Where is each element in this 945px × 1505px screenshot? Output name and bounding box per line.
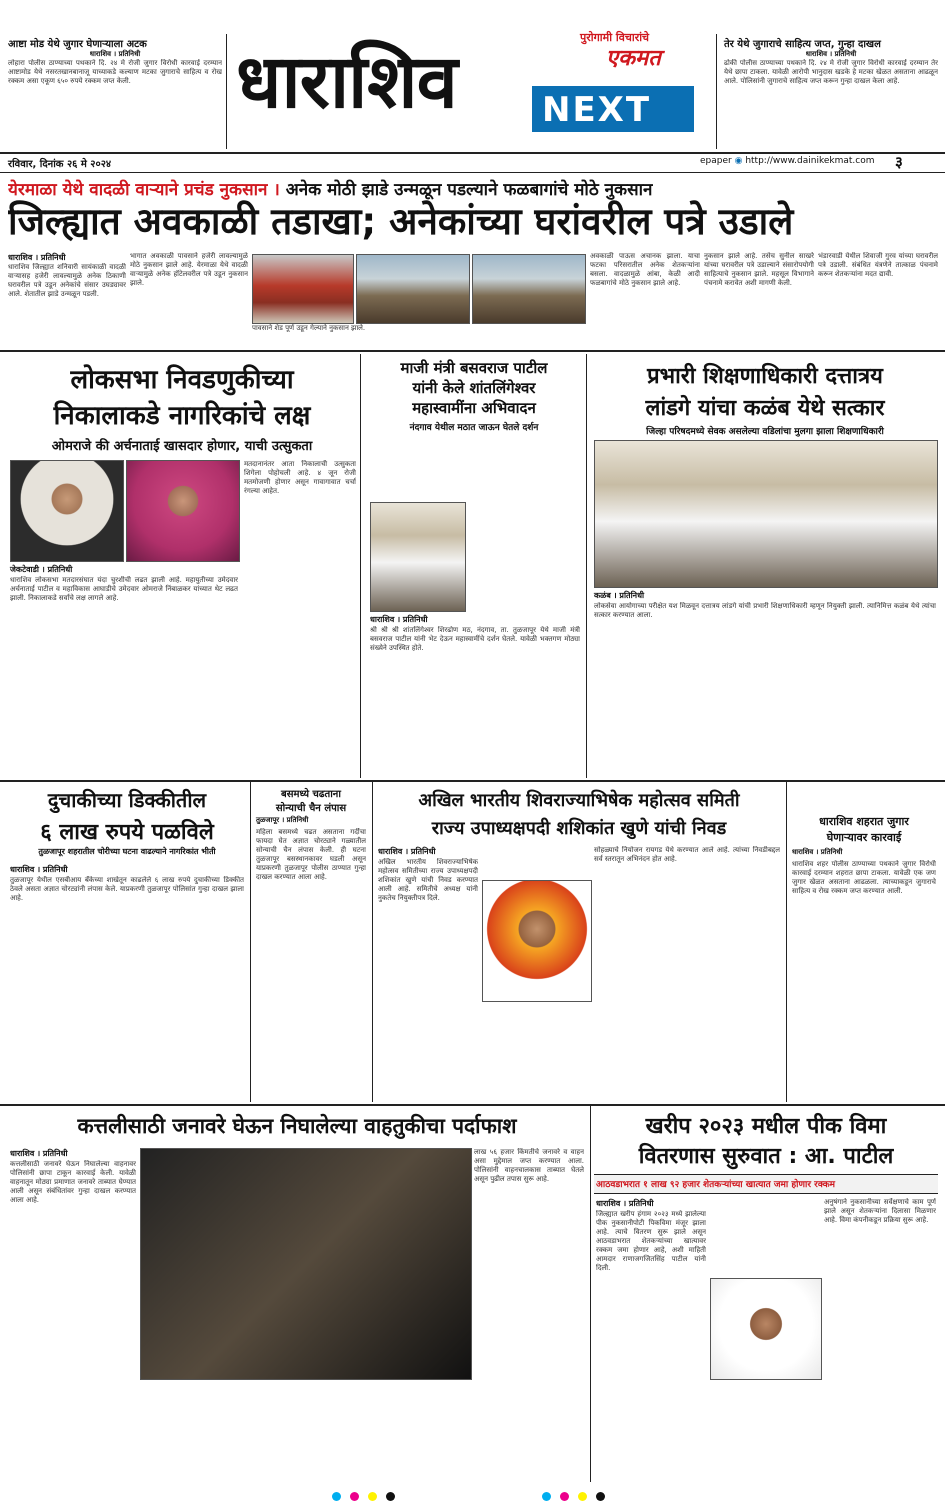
lead-col-2 [130,252,248,346]
dikki-subhead: तुळजापूर शहरातील चोरीच्या घटना वाढल्याने नागरिकांत भीती [38,847,216,856]
shikshan-body: लोकसेवा आयोगाच्या परीक्षेत यश मिळवून दत्तात्रय लांडगे यांची प्रभारी शिक्षणाधिकारी म्हणून नियुक्ती झाली. त्यानिमित्त कळंब येथे त्यांचा सत्कार करण्यात आला. [594,602,936,619]
loksabha-headline-1: लोकसभा निवडणुकीच्या [70,365,294,395]
shikshan-headline-1: प्रभारी शिक्षणाधिकारी दत्तात्रय [647,364,883,389]
shivrajya-body: अखिल भारतीय शिवराज्याभिषेक महोत्सव समितीच्या राज्य उपाध्यक्षपदी शशिकांत खुणे यांची निवड करण्यात आली आहे. समितीचे अध्यक्ष यांनी नुकतेच नियुक्तीपत्र दिले. [378,858,478,902]
mantri-story [366,356,582,776]
registration-marks-right [540,1486,607,1505]
pikvima-headline-1: खरीप २०२३ मधील पीक विमा [645,1114,887,1139]
dikki-body: तुळजापूर येथील एसबीआय बँकेच्या शाखेतून काढलेले ६ लाख रुपये दुचाकीच्या डिक्कीत ठेवले असता अज्ञात चोरट्यांनी लंपास केले. याप्रकरणी तुळजापूर पोलिसांत गुन्हा दाखल झाला आहे. [10,876,244,902]
registration-marks [330,1486,397,1505]
shikshan-photo [594,440,938,588]
mantri-subhead: नंदगाव येथील मठात जाऊन घेतले दर्शन [409,423,539,433]
website-link[interactable]: http://www.dainikekmat.com [745,156,875,166]
lead-body-3: अवकाळी पाऊस अचानक झाला. याचा फटका परिसरातील अनेक शेतकऱ्यांना बसला. वादळामुळे आंबा, केळी आदी फळबागांचे मोठे नुकसान झाले आहे. [590,252,700,287]
katal-story [8,1108,586,1480]
lead-kicker-red: येरमाळा येथे वादळी वाऱ्याने प्रचंड नुकसान । [8,180,280,200]
jugar-headline-2: घेणाऱ्यावर कारवाई [826,831,902,844]
mantri-photo [370,502,466,612]
lead-body-2: भागात अवकाळी पावसाने हजेरी लावल्यामुळे मोठे नुकसान झाले आहे. येरमाळा येथे वादळी वाऱ्यामुळे अनेक हॉटेलवरील पत्रे उडून नुकसान झाले. [130,252,248,287]
right-top-byline: धाराशिव । प्रतिनिधी [805,50,857,58]
pikvima-subhead: आठवडाभरात १ लाख ९२ हजार शेतकऱ्यांच्या खात्यात जमा होणार रक्कम [596,1180,836,1190]
right-top-headline: तेर येथे जुगाराचे साहित्य जप्त, गुन्हा दाखल [724,39,881,50]
masthead-brand: एकमत [606,46,661,71]
pikvima-story [594,1108,938,1480]
mantri-byline: धाराशिव । प्रतिनिधी [370,615,428,624]
left-top-byline: धाराशिव । प्रतिनिधी [89,50,141,58]
page-number: ३ [895,153,903,171]
mantri-headline-1: माजी मंत्री बसवराज पाटील [400,359,548,377]
left-top-headline: आष्टा मोड येथे जुगार घेणाऱ्याला अटक [8,39,147,50]
katal-byline: धाराशिव । प्रतिनिधी [10,1149,68,1158]
loksabha-headline-2: निकालाकडे नागरिकांचे लक्ष [53,401,311,431]
reg-mark-magenta [350,1492,359,1501]
shivrajya-story [376,784,782,1100]
pikvima-body: जिल्ह्यात खरीप हंगाम २०२३ मध्ये झालेल्या पीक नुकसानीपोटी पिकविमा मंजूर झाला आहे. त्याचे वितरण सुरू झाले असून आठवडाभरात शेतकऱ्यांच्या खात्यावर रक्कम जमा होणार आहे, अशी माहिती आमदार राणाजगजितसिंह पाटील यांनी दिली. [596,1210,706,1272]
dikki-headline-1: दुचाकीच्या डिक्कीतील [47,788,207,812]
masthead-next [532,86,694,132]
epaper-label [700,156,874,166]
chain-headline-2: सोन्याची चैन लंपास [275,803,347,814]
dikki-headline-2: ६ लाख रुपये पळविले [40,820,214,845]
lead-kicker-black: अनेक मोठी झाडे उन्मळून पडल्याने फळबागांचे मोठे नुकसान [285,180,653,200]
chain-headline-1: बसमध्ये चढताना [281,789,341,800]
jugar-body: धाराशिव शहर पोलीस ठाण्याच्या पथकाने जुगार विरोधी कारवाई दरम्यान शहरात छापा टाकला. यावेळी एक जण जुगार खेळत असताना आढळला. त्याच्याकडून जुगाराचे साहित्य व रोख रक्कम जप्त करण्यात आली. [792,860,936,895]
pikvima-subhead-bar [594,1174,938,1194]
loksabha-byline: जेकटेवाडी । प्रतिनिधी [10,565,73,574]
loksabha-body: धाराशिव लोकसभा मतदारसंघात यंदा चुरशीची लढत झाली आहे. महायुतीच्या उमेदवार अर्चनाताई पाटील व महाविकास आघाडीचे उमेदवार ओमराजे निंबाळकर यांच्यात थेट लढत झाली. निकालाकडे सर्वांचे लक्ष लागले आहे. [10,576,238,602]
lead-body-1: धाराशिव जिल्ह्यात शनिवारी सायंकाळी वादळी वाऱ्यासह हजेरी लावल्यामुळे अनेक ठिकाणी घरावरील पत्रे उडून अनेकांचे संसार उघड्यावर आले. शेतातील झाडे उन्मळून पडली. [8,263,126,298]
pikvima-byline: धाराशिव । प्रतिनिधी [596,1199,654,1208]
reg-mark-cyan-2 [542,1492,551,1501]
shivrajya-headline-1: अखिल भारतीय शिवराज्याभिषेक महोत्सव समिती [418,790,740,811]
lead-body-5: भंडारवाडी येथील शिवाजी गुरव यांच्या घरावरील पत्रे उडाली. संबंधित यंत्रणेने तात्काळ पंचनामे करून शेतकऱ्यांना मदत द्यावी. [818,252,938,278]
loksabha-story [8,356,356,776]
left-top-story [8,36,222,146]
shikshan-subhead: जिल्हा परिषदमध्ये सेवक असलेल्या वडिलांचा मुलगा झाला शिक्षणाधिकारी [646,427,884,437]
lead-byline: धाराशिव । प्रतिनिधी [8,253,66,262]
shivrajya-photo [482,880,592,1002]
lead-photo-hall [252,254,354,324]
date-line: रविवार, दिनांक २६ मे २०२४ [8,159,112,170]
shikshan-headline-2: लांडगे यांचा कळंब येथे सत्कार [645,396,885,421]
jugar-headline-1: धाराशिव शहरात जुगार [819,815,909,828]
lead-col-5 [818,252,938,346]
shivrajya-headline-2: राज्य उपाध्यक्षपदी शशिकांत खुणे यांची निवड [431,818,727,839]
pikvima-photo [710,1278,822,1380]
masthead-tagline: पुरोगामी विचारांचे [580,31,650,44]
right-top-story [724,36,938,146]
loksabha-photo-archana [126,460,240,562]
lead-photo-roof [472,254,586,324]
globe-icon: ◉ [734,156,743,166]
lead-body-4: नुकसान झाले आहे. तसेच सुनील साखरे यांच्या घरावरील पत्रे उडाल्याने संसारोपयोगी साहित्याचे नुकसान झाले. महसूल विभागाने पंचनामे करावेत अशी मागणी केली. [704,252,814,287]
chain-byline: तुळजापूर । प्रतिनिधी [256,816,309,824]
masthead-title: धाराशिव [236,39,457,125]
loksabha-photo-omraje [10,460,124,562]
katal-body: कत्तलीसाठी जनावरे घेऊन निघालेल्या वाहनावर पोलिसांनी छापा टाकून कारवाई केली. यावेळी वाहनातून मोठ्या प्रमाणात जनावरे ताब्यात घेण्यात आली असून संबंधितांवर गुन्हा दाखल करण्यात आला आहे. [10,1160,136,1204]
lead-caption: पावसाने शेड पूर्ण उडून गेल्याने नुकसान झाले. [252,324,366,332]
katal-headline: कत्तलीसाठी जनावरे घेऊन निघालेल्या वाहतुकीचा पर्दाफाश [77,1114,517,1138]
loksabha-subhead: ओमराजे की अर्चनाताई खासदार होणार, याची उत्सुकता [51,439,313,454]
epaper-text: epaper [700,156,732,166]
jugar-story [790,784,938,1100]
dikki-byline: धाराशिव । प्रतिनिधी [10,865,68,874]
loksabha-body-2: मतदानानंतर आता निकालाची उत्सुकता शिगेला पोहोचली आहे. ४ जून रोजी मतमोजणी होणार असून गावागावात चर्चा रंगल्या आहेत. [244,460,356,495]
right-top-body: ढोकी पोलीस ठाण्याच्या पथकाने दि. २४ मे रोजी जुगार विरोधी कारवाई दरम्यान तेर येथे छापा टाकला. यावेळी आरोपी भानुदास खडके हे मटका खेळत असताना आढळून आले. पोलिसांनी जुगाराचे साहित्य जप्त करून गुन्हा दाखल केला आहे. [724,59,938,85]
reg-mark-black-2 [596,1492,605,1501]
dikki-story [8,784,246,1100]
lead-col-4 [704,252,814,346]
shikshan-story [592,356,938,776]
reg-mark-black [386,1492,395,1501]
reg-mark-yellow [368,1492,377,1501]
shikshan-byline: कळंब । प्रतिनिधी [594,591,645,600]
masthead-next-text: NEXT [542,90,652,130]
chain-story [254,784,368,1100]
pikvima-body-2: अनुषंगाने नुकसानीच्या सर्वेक्षणाचे काम पूर्ण झाले असून शेतकऱ्यांना दिलासा मिळणार आहे. विमा कंपनीकडून प्रक्रिया सुरू आहे. [824,1198,936,1224]
lead-col-3 [590,252,700,346]
shivrajya-byline: धाराशिव । प्रतिनिधी [378,847,436,856]
mantri-body: श्री श्री श्री शांतलिंगेश्वर शिरढोण मठ, नंदगाव, ता. तुळजापूर येथे माजी मंत्री बसवराज पाटील यांनी भेट देऊन महास्वामींचे दर्शन घेतले. यावेळी भक्तगण मोठ्या संख्येने उपस्थित होते. [370,626,580,652]
mantri-headline-3: महास्वामींना अभिवादन [412,399,536,417]
lead-headline: जिल्ह्यात अवकाळी तडाखा; अनेकांच्या घरांवरील पत्रे उडाले [8,200,794,243]
pikvima-headline-2: वितरणास सुरुवात : आ. पाटील [638,1144,894,1169]
shivrajya-body-2: सोहळ्याचे नियोजन रायगड येथे करण्यात आले आहे. त्यांच्या निवडीबद्दल सर्व स्तरातून अभिनंदन होत आहे. [594,846,780,863]
reg-mark-cyan [332,1492,341,1501]
katal-photo [140,1148,472,1380]
lead-col-1 [8,252,126,346]
reg-mark-yellow-2 [578,1492,587,1501]
jugar-byline: धाराशिव । प्रतिनिधी [792,848,843,856]
left-top-body: लोहारा पोलीस ठाण्याच्या पथकाने दि. २४ मे रोजी जुगार विरोधी कारवाई दरम्यान आष्टामोड येथे नसरतखानबानाजू याच्याकडे कल्याण मटका जुगाराचे साहित्य व रोख रक्कम असा एकूण ६५० रुपये रक्कम जप्त केली. [8,59,222,85]
katal-body-2: लाख ५६ हजार किंमतीचे जनावरे व वाहन असा मुद्देमाल जप्त करण्यात आला. पोलिसांनी वाहनचालकास ताब्यात घेतले असून पुढील तपास सुरू आहे. [474,1148,584,1183]
reg-mark-magenta-2 [560,1492,569,1501]
mantri-headline-2: यांनी केले शांतलिंगेश्वर [412,379,536,397]
lead-kicker [8,177,938,200]
chain-body: महिला बसमध्ये चढत असताना गर्दीचा फायदा घेत अज्ञात चोरट्याने गळ्यातील सोन्याची चैन लंपास केली. ही घटना तुळजापूर बसस्थानकावर घडली असून याप्रकरणी तुळजापूर पोलीस ठाण्यात गुन्हा दाखल करण्यात आला आहे. [256,828,366,881]
lead-photo-shed [356,254,470,324]
